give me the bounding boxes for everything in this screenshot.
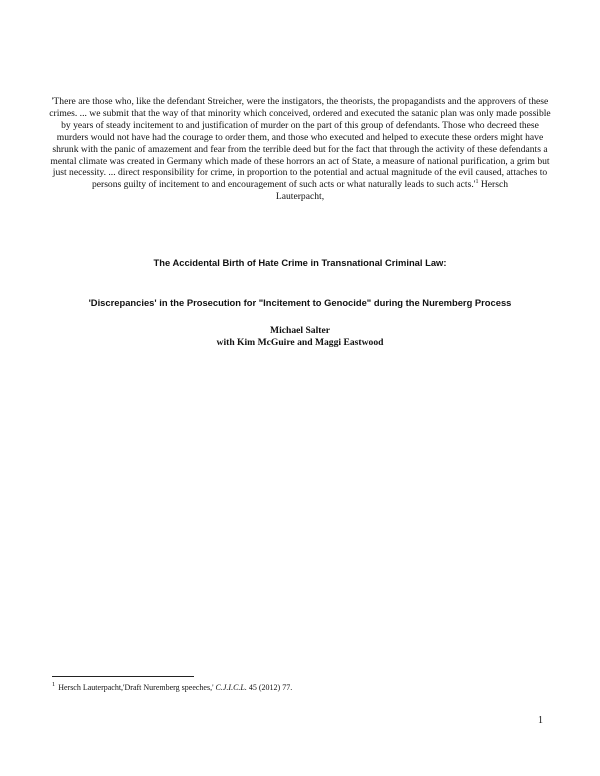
paper-subtitle: 'Discrepancies' in the Prosecution for "Incitement to Genocide" during the Nuremberg Process [88,297,512,308]
footnote-text-after: 45 (2012) 77. [246,683,293,692]
footnote-divider [52,676,194,677]
primary-author: Michael Salter [270,325,330,336]
page-number: 1 [538,715,543,726]
epigraph-quote [48,96,552,203]
footnote-reference[interactable]: 1 [475,179,479,186]
epigraph-attribution-surname: Lauterpacht, [275,191,325,203]
footnote-number: 1 [52,681,56,689]
footnote-text-before: Hersch Lauterpacht,'Draft Nuremberg speeches,' [58,683,216,692]
footnote [52,683,552,692]
co-authors: with Kim McGuire and Maggi Eastwood [216,337,384,349]
paper-title: The Accidental Birth of Hate Crime in Transnational Criminal Law: [153,257,447,268]
author-block [40,325,560,350]
epigraph-text: 'There are those who, like the defendant Streicher, were the instigators, the theorists, the propagandists and the approvers of these crimes. ... we submit that the way of that minority which conceived, ordered and executed the satanic plan was only made possible by years of steady incitement to and justification of murder on the part of this group of defendants. Those who decreed these murders would not have had the courage to order them, and those who executed and helped to execute these orders might have shrunk with the panic of amazement and fear from the terrible deed but for the fact that through the activity of these defendants a mental climate was created in Germany which made of these horrors an act of State, a measure of national purification, a grim but just necessity. ... direct responsibility for crime, in proportion to the potential and actual magnitude of the evil caused, attaches to persons guilty of incitement to and encouragement of such acts or what naturally leads to such acts.' [49,96,551,191]
footnote-journal: C.J.I.C.L. [215,683,247,692]
epigraph-attribution-name: Hersch [480,179,509,191]
